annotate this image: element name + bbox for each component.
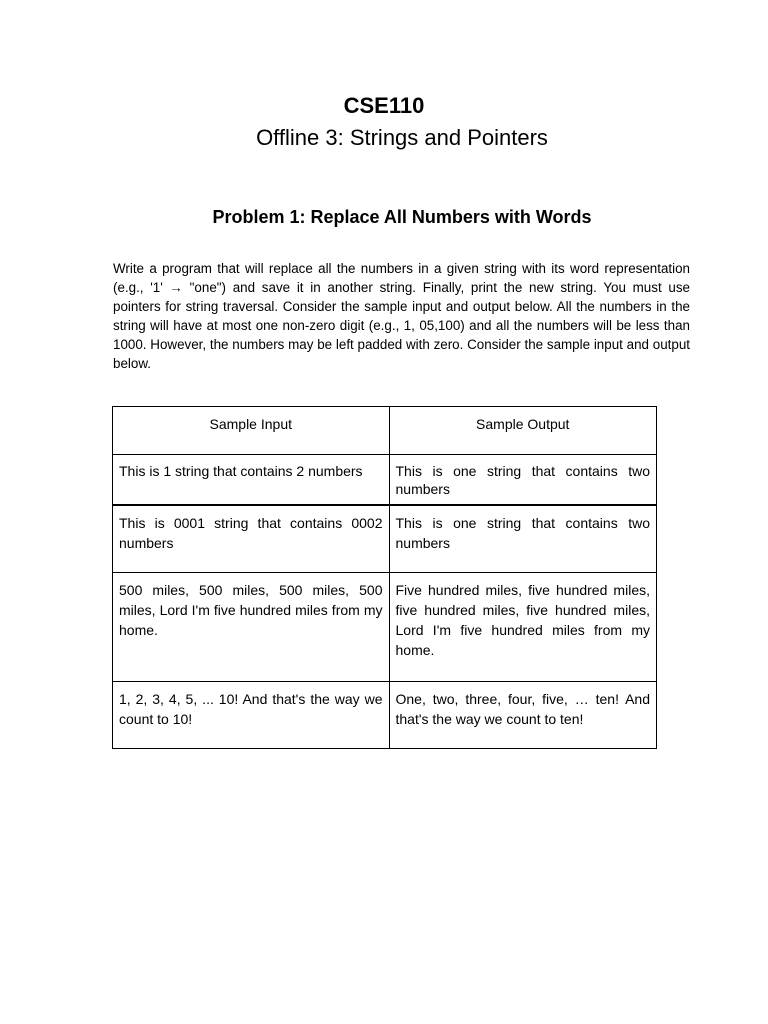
header-sample-input: Sample Input	[113, 407, 390, 455]
course-title: CSE110	[343, 93, 425, 118]
sample-input-cell: 500 miles, 500 miles, 500 miles, 500 miles, Lord I'm five hundred miles from my home.	[113, 573, 390, 682]
table-row	[113, 682, 657, 749]
header-sample-output: Sample Output	[389, 407, 657, 455]
table-row	[113, 455, 657, 506]
sample-output-cell: Five hundred miles, five hundred miles, five hundred miles, five hundred miles, Lord I'm five hundred miles from my home.	[389, 573, 657, 682]
table-header-row	[113, 407, 657, 455]
sample-output-cell: This is one string that contains two numbers	[389, 455, 657, 506]
sample-output-cell: This is one string that contains two numbers	[389, 505, 657, 573]
sample-input-cell: This is 0001 string that contains 0002 numbers	[113, 505, 390, 573]
document-subtitle: Offline 3: Strings and Pointers	[256, 125, 548, 150]
sample-table	[112, 406, 657, 749]
sample-input-cell: 1, 2, 3, 4, 5, ... 10! And that's the way we count to 10!	[113, 682, 390, 749]
problem-description: Write a program that will replace all the numbers in a given string with its word representation (e.g., '1' → "one") and save it in another string. Finally, print the new string. You must use pointers for string traversal. Consider the sample input and output below. All the numbers in the string will have at most one non-zero digit (e.g., 1, 05,100) and all the numbers will be less than 1000. However, the numbers may be left padded with zero. Consider the sample input and output below.	[113, 261, 690, 371]
sample-output-cell: One, two, three, four, five, … ten! And that's the way we count to ten!	[389, 682, 657, 749]
problem-title: Problem 1: Replace All Numbers with Words	[212, 207, 592, 227]
sample-input-cell: This is 1 string that contains 2 numbers	[113, 455, 390, 506]
table-row	[113, 505, 657, 573]
table-row	[113, 573, 657, 682]
